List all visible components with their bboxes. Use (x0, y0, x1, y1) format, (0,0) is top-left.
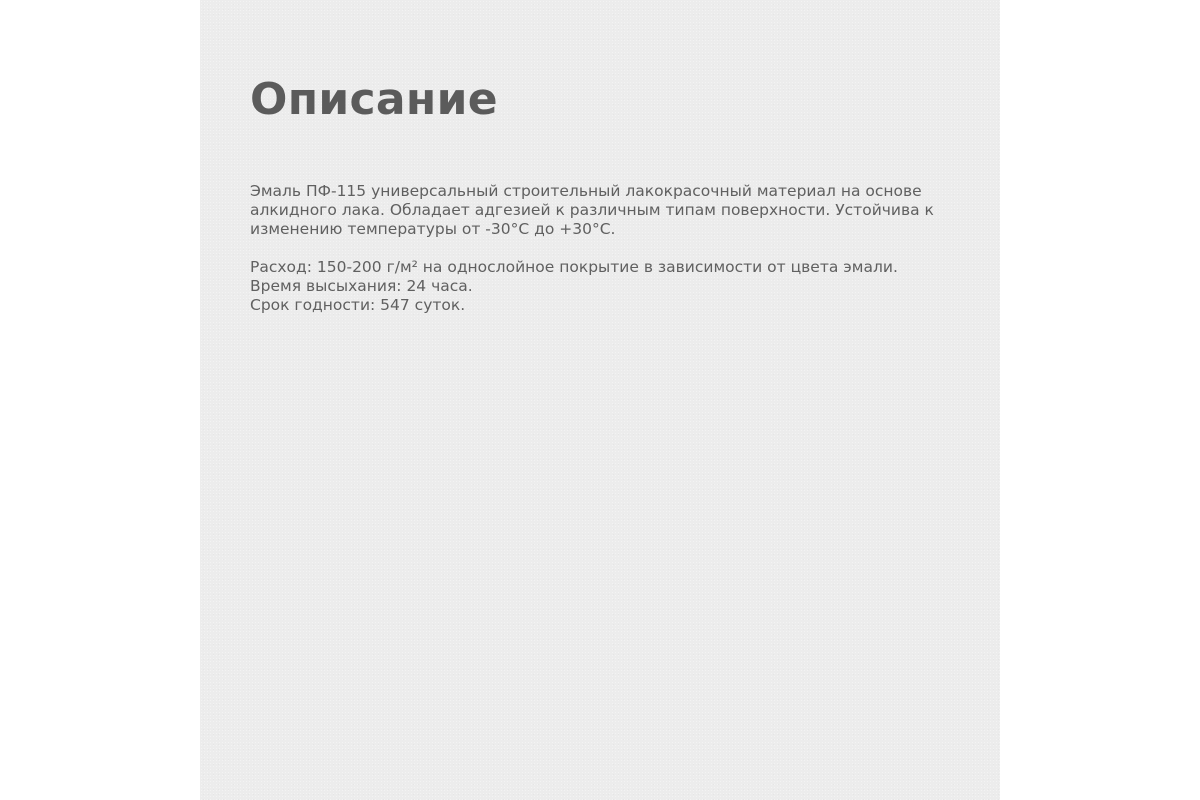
drying-time-spec: Время высыхания: 24 часа. (250, 277, 473, 295)
description-card (200, 0, 1000, 800)
description-line: изменению температуры от -30°С до +30°С. (250, 220, 616, 238)
shelf-life-spec: Срок годности: 547 суток. (250, 296, 466, 314)
paragraph-gap (250, 239, 970, 258)
description-line: Эмаль ПФ-115 универсальный строительный лакокрасочный материал на основе (250, 182, 922, 200)
description-body (250, 182, 970, 315)
description-title: Описание (250, 74, 498, 125)
description-line: алкидного лака. Обладает адгезией к различным типам поверхности. Устойчива к (250, 201, 934, 219)
consumption-spec: Расход: 150-200 г/м² на однослойное покрытие в зависимости от цвета эмали. (250, 258, 898, 276)
